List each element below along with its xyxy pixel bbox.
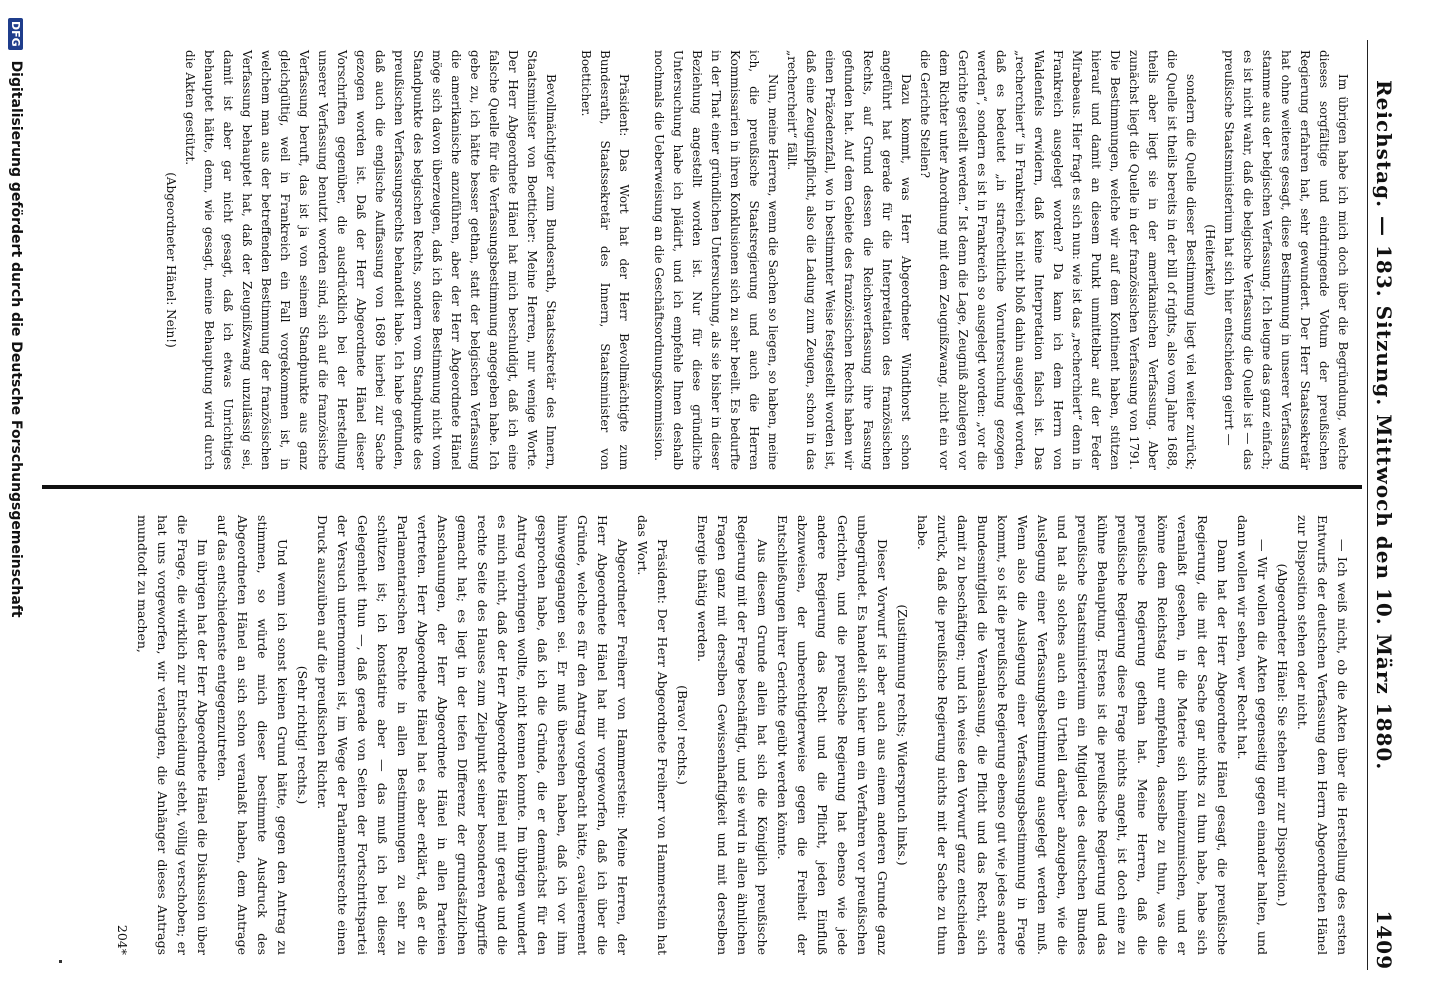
paragraph: Abgeordneter Freiherr von Hammerstein: Meine Herren, der Herr Abgeordnete Hänel hat mir vorgeworfen, daß ich über die Gründe, welche es für den Antrag vorgebracht hätte, cavalierement hinweggegangen sei. Er muß übersehen haben, daß ich vor ihm gesprochen habe, daß ich die Gründe, die er demnächst für den Antrag vorbringen wollte, nicht kennen konnte. Im übrigen wundert es mich nicht, daß der Herr Abgeordnete Hänel mit gerade und die rechte Seite des Hauses zum Zielpunkt seiner besonderen Angriffe gemacht hat; es liegt in der tiefen Differenz der grundsätzlichen Anschauungen, der Herr Abgeordnete Hänel in allen Parteien vertreten. Herr Abgeordnete Hänel hat es aber erklärt, daß er die Parlamentarischen Rechte in allen Bestimmungen zu sehr zu schützen ist; ich konstatire aber — das muß ich bei dieser Gelegenheit thun —, daß gerade von Seiten der Fortschrittspartei der Versuch unternommen ist, im Wege der Parlamentsrechte einen Druck auszuüben auf die preußischen Richter. xyxy=(315,515,630,955)
paragraph: Dann hat der Herr Abgeordnete Hänel gesagt, die preußische Regierung, die mit der Sache gar nichts zu thun habe, habe sich veranlaßt gesehen, in die Materie sich hineinzumischen, und er könne dem Reichstag nur empfehlen, dasselbe zu thun, was die preußische Regierung gethan hat. Meine Herren, daß die preußische Regierung diese Frage nichts angeht, ist doch eine zu kühne Behauptung. Erstens ist die preußische Regierung und das preußische Staatsministerium ein Mitglied des deutschen Bundes und hat als solches auch ein Urtheil darüber abzugeben, wie die Auslegung einer Verfassungsbestimmung ausgelegt werden muß. Wenn also die Auslegung einer Verfassungsbestimmung in Frage kommt, so ist die preußische Regierung ebenso gut wie jedes andere Bundesmitglied die Veranlassung, die Pflicht und das Recht, sich damit zu beschäftigen; und ich weise den Vorwurf ganz entschieden zurück, daß die preußische Regierung nichts mit der Sache zu thun habe. xyxy=(915,515,1230,955)
header-title: Reichstag. — 183. Sitzung. Mittwoch den 10. März 1880. xyxy=(1372,80,1396,771)
paragraph: Dazu kommt, was Herr Abgeordneter Windthorst schon angeführt hat gerade für die Interpretation des französischen Rechts, auf Grund dessen die Reichsverfassung ihre Fassung gefunden hat. Auf dem Gebiete des französischen Rechts haben wir einen Präzedenzfall, wo in bestimmter Weise festgestellt worden ist, daß eine Zeugnißpflicht, also die Ladung zum Zeugen, schon in das „rechercheirt“ fällt. xyxy=(785,50,913,470)
header-rule xyxy=(1367,40,1368,970)
left-column xyxy=(161,50,1352,470)
paragraph: Und wenn ich sonst keinen Grund hätte, gegen den Antrag zu stimmen, so würde mich dieser bestimmte Ausdruck des Abgeordneten Hänel an sich schon veranlaßt haben, dem Antrage auf das entschiedenste entgegenzutreten. xyxy=(215,515,290,955)
speaker-paragraph: Präsident: Der Herr Abgeordnete Freiherr von Hammerstein hat das Wort. xyxy=(635,515,670,955)
paragraph: Im übrigen habe ich mich doch über die Begründung, welche dieses sorgfältige und eindringende Votum der preußischen Regierung erfahren hat, sehr gewundert. Der Herr Staatssekretär hat ohne weiteres gesagt, diese Bestimmung in unserer Verfassung stamme aus der belgischen Verfassung. Ich leugne das ganz einfach; es ist nicht wahr, daß die belgische Verfassung die Quelle ist — das preußische Staatsministerium hat sich hier entschieden geirrt — xyxy=(1222,50,1350,470)
paragraph: Nun, meine Herren, wenn die Sachen so liegen, so haben, meine ich, die preußische Staatsregierung und auch die Herren Kommissarien in ihren Konklusionen sich zu sehr beeilt. Es bedurfte in der That einer gründlichen Untersuchung, als sie bisher in dieser Beziehung angestellt worden ist. Nur für diese gründliche Untersuchung habe ich plädirt, und ich empfehle Ihnen deshalb nochmals die Ueberweisung an die Geschäftsordnungskommission. xyxy=(652,50,780,470)
speaker-paragraph: Präsident: Das Wort hat der Herr Bevollmächtigte zum Bundesrath, Staatssekretär des Innern, Staatsminister von Boetticher. xyxy=(579,50,631,470)
digitization-footer xyxy=(8,18,24,618)
paragraph: sondern die Quelle dieser Bestimmung liegt viel weiter zurück; die Quelle ist theils bereits in der bill of rights, also vom Jahre 1688, theils aber liegt sie in der amerikanischen Verfassung. Aber zunächst liegt die Quelle in der französischen Verfassung von 1791. Die Bestimmungen, welche wir auf dem Kontinent haben, stützen hierauf und damit an diesem Punkt unmittelbar auf der Feder Mirabeaus. Hier fragt es sich nun: wie ist das „recherchiert“ denn in Frankreich ausgelegt worden? Da kann ich dem Herrn von Waldenfels erwidern, daß keine Interpretation falsch ist. Das „recherchiert“ in Frankreich ist nicht bloß dahin ausgelegt worden, daß es bedeutet „in strafrechtliche Voruntersuchung gezogen werden“, sondern es ist in Frankreich so ausgelegt worden: „vor die Gerichte gestellt werden.“ Ist denn die Lage, Zeugniß abzulegen vor dem Richter unter Anordnung mit dem Zeugnißzwang, nicht ein vor die Gerichte Stellen? xyxy=(918,50,1198,470)
paragraph: Im übrigen hat der Herr Abgeordnete Hänel die Diskussion über die Frage, die wirklich zur Entscheidung steht, völlig verschoben; er hat uns vorgeworfen, wir verlangten, die Anhänger dieses Antrags mundtodt zu machen, xyxy=(135,515,210,955)
scan-speck xyxy=(59,960,62,963)
interjection: (Bravo! rechts.) xyxy=(675,685,690,785)
signature-mark: 204* xyxy=(115,924,130,955)
right-column xyxy=(112,515,1352,955)
paragraph: Aus diesem Grunde allein hat sich die Königlich preußische Regierung mit der Frage beschäftigt, und sie wird in allen ähnlichen Fragen ganz mit derselben Gewissenhaftigkeit und mit derselben Energie thätig werden. xyxy=(695,515,770,955)
running-header xyxy=(1370,40,1396,970)
dfg-logo-badge: DFG xyxy=(8,18,23,50)
header-page-number: 1409 xyxy=(1372,910,1396,970)
paragraph: Dieser Vorwurf ist aber auch aus einem anderen Grunde ganz unbegründet. Es handelt sich hier um ein Verfahren vor preußischen Gerichten, und die preußische Regierung hat ebenso wie jede andere Regierung das Recht und die Pflicht, jeden Einfluß abzuweisen, der unberechtigterweise gegen die Freiheit der Entschließungen ihrer Gerichte geübt werden könnte. xyxy=(775,515,890,955)
interjection: (Abgeordneter Hänel: Nein!) xyxy=(164,172,178,348)
paragraph: — Wir wollen die Akten gegenseitig gegen einander halten, und dann wollen wir sehen, wer Recht hat. xyxy=(1235,515,1270,955)
paragraph: — Ich weiß nicht, ob die Akten über die Herstellung des ersten Entwurfs der deutschen Verfassung dem Herrn Abgeordneten Hänel zur Disposition stehen oder nicht. xyxy=(1295,515,1350,955)
paragraph: Bevollmächtigter zum Bundesrath, Staatssekretär des Innern, Staatsminister von Boetticher: Meine Herren, nur wenige Worte. Der Herr Abgeordnete Hänel hat mich beschuldigt, daß ich eine falsche Quelle für die Verfassungsbestimmung angegeben habe. Ich gebe zu, ich hätte besser gethan, statt der belgischen Verfassung die amerikanische anzuführen, aber der Herr Abgeordnete Hänel möge sich davon überzeugen, daß ich diese Bestimmung nicht vom Standpunkte des belgischen Rechts, sondern vom Standpunkte des preußischen Verfassungsrechts behandelt habe. Ich habe gefunden, daß auch die englische Auffassung von 1689 hierbei zur Sache gezogen worden ist. Daß der Herr Abgeordnete Hänel dieser Vorschriften gegenüber, die ausdrücklich bei der Herstellung unserer Verfassung benutzt worden sind, sich auf die französische Verfassung beruft, das ist ja von seinem Standpunkte aus ganz gleichgültig, weil in Frankreich ein Fall vorgekommen ist, in welchem man aus der betreffenden Bestimmung der französischen Verfassung behauptet hat, daß der Zeugnißzwang unzulässig sei, damit ist aber gar nicht gesagt, daß ich etwas Unrichtiges behauptet hätte, denn, wie gesagt, meine Behauptung wird durch die Akten gestützt. xyxy=(183,50,558,470)
interjection: (Heiterkeit) xyxy=(1203,224,1217,296)
footer-text: Digitalisierung gefördert durch die Deutsche Forschungsgemeinschaft xyxy=(8,60,24,618)
interjection: (Sehr richtig! rechts.) xyxy=(295,665,310,805)
interjection: (Zustimmung rechts; Widerspruch links.) xyxy=(895,604,910,866)
column-divider xyxy=(42,485,1362,489)
interjection: (Abgeordneter Hänel: Sie stehen mir zur Disposition.) xyxy=(1275,563,1290,907)
